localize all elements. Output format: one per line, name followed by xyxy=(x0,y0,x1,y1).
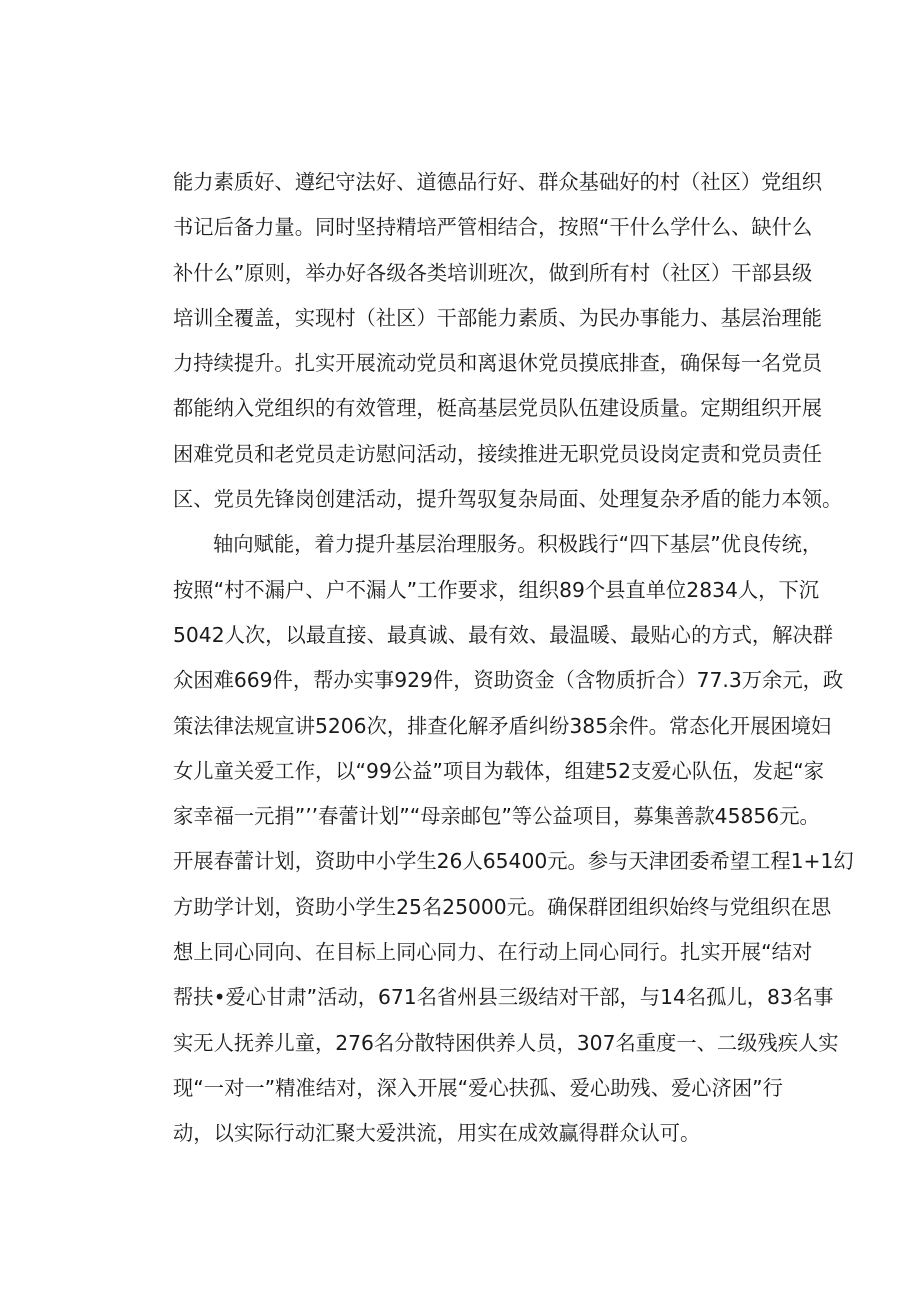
text-line: 按照“村不漏户、户不漏人”工作要求，组织89个县直单位2834人，下沉 xyxy=(173,577,820,602)
text-line: 能力素质好、遵纪守法好、道德品行好、群众基础好的村（社区）党组织 xyxy=(173,170,823,194)
text-line: 书记后备力量。同时坚持精培严管相结合，按照“干什么学什么、缺什么 xyxy=(173,215,813,240)
paragraph-2 xyxy=(173,522,854,1156)
text-line: 轴向赋能，着力提升基层治理服务。积极践行“四下基层”优良传统， xyxy=(213,532,823,557)
text-line: 区、党员先锋岗创建活动，提升驾驭复杂局面、处理复杂矛盾的能力本领。 xyxy=(173,487,843,512)
text-line: 都能纳入党组织的有效管理，梃高基层党员队伍建设质量。定期组织开展 xyxy=(173,396,823,421)
text-line: 困难党员和老党员走访慰问活动，接续推进无职党员设岗定责和党员责任 xyxy=(173,441,823,466)
text-line: 补什么”原则，举办好各级各类培训班次，做到所有村（社区）干部县级 xyxy=(173,260,813,285)
text-line: 众困难669件，帮办实事929件，资助资金（含物质折合）77.3万余元，政 xyxy=(173,668,844,693)
text-line: 开展春蕾计划，资助中小学生26人65400元。参与天津团委希望工程1+1幻 xyxy=(173,849,854,874)
text-line: 5042人次，以最直接、最真诚、最有效、最温暖、最贴心的方式，解决群 xyxy=(173,622,834,647)
text-line: 培训全覆盖，实现村（社区）干部能力素质、为民办事能力、基层治理能 xyxy=(173,305,823,330)
body-text xyxy=(173,160,854,1157)
text-line: 实无人抚养儿童，276名分散特困供养人员，307名重度一、二级残疾人实 xyxy=(173,1030,839,1055)
text-line: 想上同心同向、在目标上同心同力、在行动上同心同行。扎实开展“结对 xyxy=(173,940,813,965)
text-line: 现“一对一”精准结对，深入开展“爱心扶孤、爱心助残、爱心济困”行 xyxy=(173,1075,783,1100)
text-line: 策法律法规宣讲5206次，排查化解矛盾纠纷385余件。常态化开展困境妇 xyxy=(173,713,832,738)
text-line: 方助学计划，资助小学生25名25000元。确保群团组织始终与党组织在思 xyxy=(173,894,832,919)
text-line: 家幸福一元捐”’’春蕾计划”“母亲邮包”等公益项目，募集善款45856元。 xyxy=(173,804,820,829)
text-line: 动，以实际行动汇聚大爱洪流，用实在成效赢得群众认可。 xyxy=(173,1121,701,1146)
paragraph-1 xyxy=(173,160,843,522)
text-line: 力持续提升。扎实开展流动党员和离退休党员摸底排查，确保每一名党员 xyxy=(173,351,823,376)
text-line: 女儿童关爱工作，以“99公益”项目为载体，组建52支爱心队伍，发起“家 xyxy=(173,758,825,783)
text-line: 帮扶•爱心甘肃”活动，671名省州县三级结对干部，与14名孤儿，83名事 xyxy=(173,985,834,1010)
